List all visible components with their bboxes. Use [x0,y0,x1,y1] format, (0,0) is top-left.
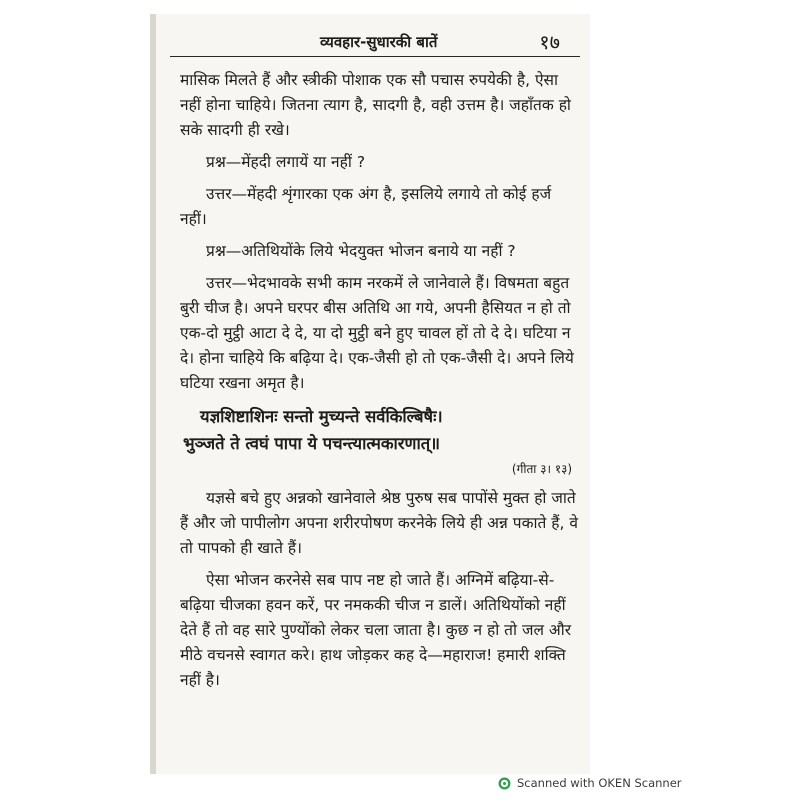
answer-paragraph: उत्तर—मेंहदी शृंगारका एक अंग है, इसलिये लगाये तो कोई हर्ज नहीं। [180,185,552,228]
scanner-watermark-text: Scanned with OKEN Scanner [517,776,682,790]
answer-paragraph: उत्तर—भेदभावके सभी काम नरकमें ले जानेवाले हैं। विषमता बहुत बुरी चीज है। अपने घरपर बीस अतिथि आ गये, अपनी हैसियत न हो तो एक-दो मुट्ठी आटा दे दे, या दो मुट्ठी बने हुए चावल हों तो दे दे। घटिया न दे। होना चाहिये कि बढ़िया दे। एक-जैसी हो तो एक-जैसी दे। अपने लिये घटिया रखना अमृत है। [180,274,574,392]
paragraph: मासिक मिलते हैं और स्त्रीकी पोशाक एक सौ पचास रुपयेकी है, ऐसा नहीं होना चाहिये। जितना त्याग है, सादगी है, वही उत्तम है। जहाँतक हो सके सादगी ही रखे। [180,71,571,139]
running-title: व्यवहार-सुधारकी बातें [320,33,438,51]
verse-reference: (गीता ३। १३) [511,462,572,476]
page-number: १७ [539,30,560,54]
oken-scanner-logo-icon [498,777,511,790]
question-paragraph: प्रश्न—अतिथियोंके लिये भेदयुक्त भोजन बनाये या नहीं ? [206,242,516,260]
paragraph: ऐसा भोजन करनेसे सब पाप नष्ट हो जाते हैं। अग्निमें बढ़िया-से-बढ़िया चीजका हवन करें, पर नमककी चीज न डालें। अतिथियोंको नहीं देते हैं तो वह सारे पुण्योंको लेकर चला जाता है। कुछ न हो तो जल और मीठे वचनसे स्वागत करे। हाथ जोड़कर कह दे—महाराज! हमारी शक्ति नहीं है। [180,571,572,689]
verse-line: भुञ्जते ते त्वघं पापा ये पचन्त्यात्मकारणात्॥ [183,434,441,453]
paragraph: यज्ञसे बचे हुए अन्नको खानेवाले श्रेष्ठ पुरुष सब पापोंसे मुक्त हो जाते हैं और जो पापीलोग अपना शरीरपोषण करनेके लिये ही अन्न पकाते हैं, वे तो पापको ही खाते हैं। [180,489,578,557]
page-header [170,30,580,57]
page-body [180,68,580,693]
verse-line: यज्ञशिष्टाशिनः सन्तो मुच्यन्ते सर्वकिल्बिषैः। [200,407,443,426]
scanner-watermark [498,776,682,790]
gita-verse [180,403,580,457]
question-paragraph: प्रश्न—मेंहदी लगायें या नहीं ? [206,153,366,171]
page-edge [150,14,156,774]
